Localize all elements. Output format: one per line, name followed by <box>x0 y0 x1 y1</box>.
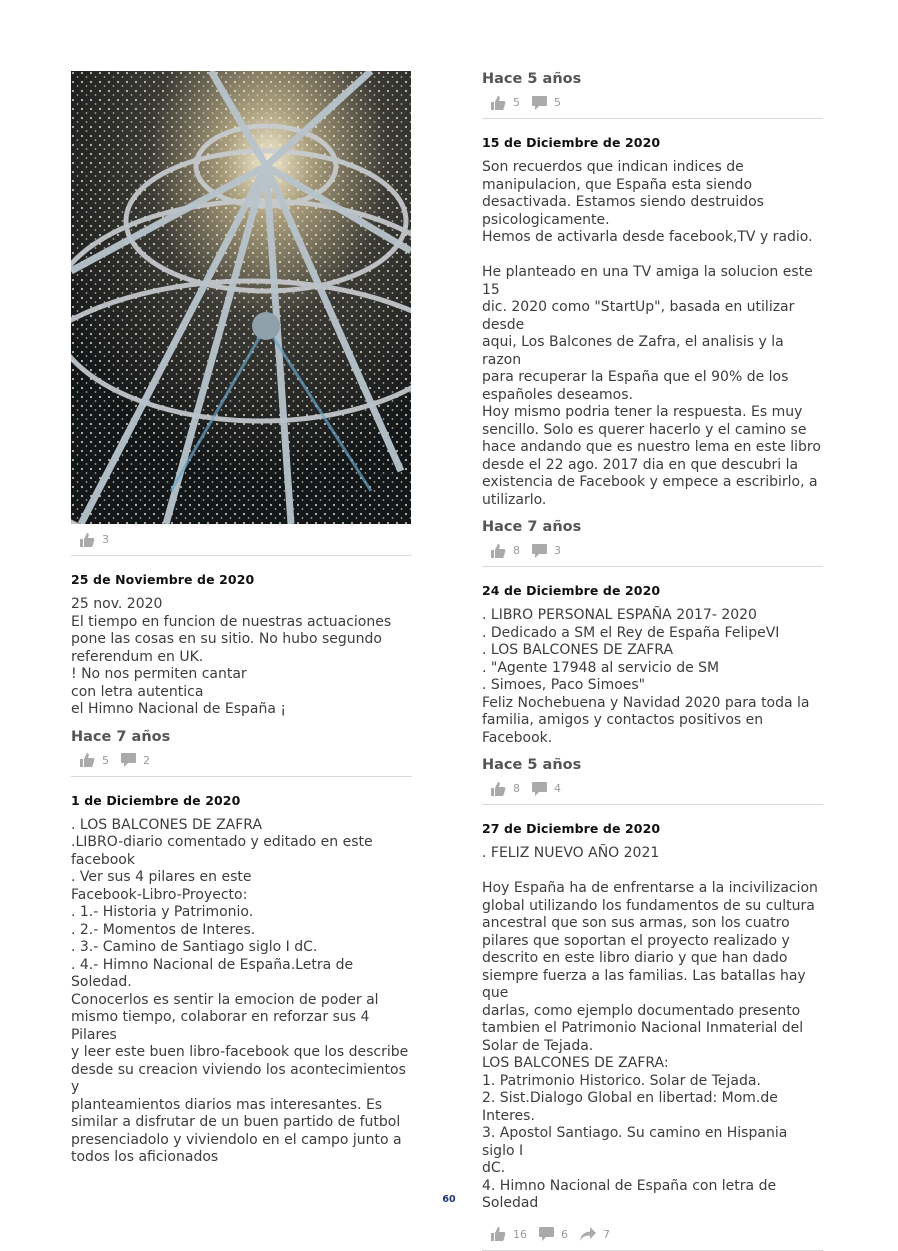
text-line: descrito en este libro diario y que han dado <box>482 950 788 966</box>
text-line: global utilizando los fundamentos de su cultura <box>482 897 815 914</box>
text-line: Hoy España ha de enfrentarse a la incivilizacion <box>482 880 818 896</box>
comment-action[interactable] <box>539 1227 568 1241</box>
like-count: 3 <box>102 533 109 546</box>
text-line: todos los aficionados <box>71 1149 219 1165</box>
text-line: facebook <box>71 851 135 868</box>
text-line: . "Agente 17948 al servicio de SM <box>482 659 720 676</box>
text-line: . FELIZ NUEVO AÑO 2021 <box>482 845 660 861</box>
comment-action[interactable] <box>532 782 561 796</box>
time-ago: Hace 5 años <box>482 757 582 773</box>
text-line: . 2.- Momentos de Interes. <box>71 921 256 938</box>
post-reactions <box>71 745 412 777</box>
text-line: Hemos de activarla desde facebook,TV y radio. <box>482 229 813 245</box>
post-date: 1 de Diciembre de 2020 <box>71 792 241 808</box>
text-line: ancestral que son sus armas, son los cuatro <box>482 915 790 931</box>
thumbs-up-icon <box>80 533 95 547</box>
comment-count: 2 <box>143 753 150 767</box>
post-date: 25 de Noviembre de 2020 <box>71 572 255 587</box>
left-column <box>71 71 412 1167</box>
text-line: El tiempo en funcion de nuestras actuaciones <box>71 613 392 630</box>
like-action[interactable] <box>491 1227 527 1241</box>
comment-icon <box>121 753 136 767</box>
like-action[interactable] <box>80 753 109 767</box>
comment-icon <box>532 782 547 796</box>
post-date: 24 de Diciembre de 2020 <box>482 583 661 598</box>
comment-action[interactable] <box>532 544 561 558</box>
text-line: tambien el Patrimonio Nacional Inmaterial del <box>482 1020 804 1036</box>
text-line: hace andando que es nuestro lema en este libro <box>482 439 821 455</box>
page-number: 60 <box>442 1194 456 1205</box>
text-line: . 4.- Himno Nacional de España.Letra de Soledad. <box>71 956 354 990</box>
share-action[interactable] <box>580 1227 610 1241</box>
thumbs-up-icon <box>491 782 506 796</box>
text-line: 4. Himno Nacional de España con letra de Soledad <box>482 1177 777 1211</box>
text-line: . 1.- Historia y Patrimonio. <box>71 904 254 920</box>
text-line: Conocerlos es sentir la emocion de poder al <box>71 991 379 1008</box>
like-action[interactable] <box>491 96 520 110</box>
post-text <box>482 159 823 509</box>
text-line: . LOS BALCONES DE ZAFRA <box>71 816 263 833</box>
text-line: 2. Sist.Dialogo Global en libertad: Mom.de Interes. <box>482 1090 778 1124</box>
post-reactions <box>482 1219 823 1251</box>
text-line: planteamientos diarios mas interesantes. Es <box>71 1096 383 1113</box>
text-line: y leer este buen libro-facebook que los describe <box>71 1044 409 1060</box>
like-count: 8 <box>513 782 520 795</box>
blank-line <box>482 863 823 881</box>
post-date: 27 de Diciembre de 2020 <box>482 821 661 836</box>
text-line: dic. 2020 como "StartUp", basada en utilizar desde <box>482 299 795 333</box>
share-icon <box>580 1227 596 1241</box>
text-line: He planteado en una TV amiga la solucion este 15 <box>482 264 813 298</box>
comment-icon <box>532 544 547 558</box>
post-text <box>482 607 823 747</box>
text-line: similar a disfrutar de un buen partido de futbol <box>71 1114 401 1130</box>
time-ago: Hace 7 años <box>71 728 171 745</box>
text-line: con letra autentica <box>71 683 204 700</box>
post-text <box>71 596 412 719</box>
text-line: ! No nos permiten cantar <box>71 666 247 682</box>
text-line: siempre fuerza a las familias. Las batallas hay que <box>482 967 806 1001</box>
text-line: pone las cosas en su sitio. No hubo segundo <box>71 631 382 647</box>
text-line: dC. <box>482 1160 506 1176</box>
comment-icon <box>532 96 547 110</box>
text-line: Feliz Nochebuena y Navidad 2020 para toda la <box>482 694 810 711</box>
text-line: . Simoes, Paco Simoes" <box>482 677 646 693</box>
comment-icon <box>539 1227 554 1241</box>
text-line: 1. Patrimonio Historico. Solar de Tejada. <box>482 1072 761 1089</box>
text-line: . LOS BALCONES DE ZAFRA <box>482 642 674 658</box>
text-line: pilares que soportan el proyecto realizado y <box>482 932 790 949</box>
text-line: referendum en UK. <box>71 648 204 665</box>
like-action[interactable] <box>491 544 520 558</box>
post-date: 15 de Diciembre de 2020 <box>482 135 661 150</box>
text-line: . LIBRO PERSONAL ESPAÑA 2017- 2020 <box>482 607 757 623</box>
comment-action[interactable] <box>121 753 150 767</box>
text-line: existencia de Facebook y empece a escribirlo, a <box>482 474 818 490</box>
text-line: 3. Apostol Santiago. Su camino en Hispania siglo I <box>482 1125 788 1159</box>
share-count: 7 <box>603 1227 610 1241</box>
text-line: . Ver sus 4 pilares en este <box>71 869 252 885</box>
post-reactions <box>482 87 823 119</box>
text-line: LOS BALCONES DE ZAFRA: <box>482 1055 669 1071</box>
like-count: 8 <box>513 544 520 557</box>
text-line: 25 nov. 2020 <box>71 596 163 612</box>
time-ago: Hace 5 años <box>482 71 582 87</box>
thumbs-up-icon <box>491 1227 506 1241</box>
like-count: 16 <box>513 1227 527 1241</box>
post-reactions <box>482 535 823 567</box>
text-line: Solar de Tejada. <box>482 1037 594 1054</box>
like-count: 5 <box>102 753 109 767</box>
text-line: . Dedicado a SM el Rey de España FelipeVI <box>482 624 780 641</box>
comment-count: 5 <box>554 96 561 109</box>
photo-reactions <box>71 524 412 556</box>
comment-count: 6 <box>561 1227 568 1241</box>
text-line: Hoy mismo podria tener la respuesta. Es muy <box>482 404 803 420</box>
comment-action[interactable] <box>532 96 561 110</box>
like-count: 5 <box>513 96 520 109</box>
text-line: el Himno Nacional de España ¡ <box>71 701 286 717</box>
text-line: . 3.- Camino de Santiago siglo I dC. <box>71 939 318 955</box>
post-text <box>71 817 412 1167</box>
blank-line <box>482 247 823 265</box>
comment-count: 3 <box>554 544 561 557</box>
text-line: desde su creacion viviendo los acontecimientos y <box>71 1061 406 1095</box>
text-line: darlas, como ejemplo documentado presento <box>482 1002 801 1019</box>
text-line: Son recuerdos que indican indices de <box>482 159 744 175</box>
text-line: Facebook-Libro-Proyecto: <box>71 886 248 903</box>
comment-count: 4 <box>554 782 561 795</box>
thumbs-up-icon <box>491 96 506 110</box>
text-line: familia, amigos y contactos positivos en Facebook. <box>482 712 764 746</box>
like-action[interactable] <box>491 782 520 796</box>
post-reactions <box>482 773 823 805</box>
text-line: .LIBRO-diario comentado y editado en este <box>71 834 373 850</box>
text-line: para recuperar la España que el 90% de los <box>482 369 789 385</box>
post-photo[interactable] <box>71 71 411 524</box>
text-line: manipulacion, que España esta siendo <box>482 176 753 193</box>
thumbs-up-icon <box>80 753 95 767</box>
like-action[interactable] <box>80 533 109 547</box>
text-line: presenciadolo y viviendolo en el campo junto a <box>71 1131 402 1148</box>
text-line: psicologicamente. <box>482 211 610 228</box>
right-column <box>482 71 823 1251</box>
text-line: desactivada. Estamos siendo destruidos <box>482 194 764 210</box>
post-text <box>482 845 823 1213</box>
time-ago: Hace 7 años <box>482 519 582 535</box>
text-line: aqui, Los Balcones de Zafra, el analisis y la razon <box>482 334 784 368</box>
text-line: sencillo. Solo es querer hacerlo y el camino se <box>482 421 807 438</box>
text-line: mismo tiempo, colaborar en reforzar sus 4 Pilares <box>71 1009 370 1043</box>
christmas-light-tree-image <box>71 71 411 524</box>
text-line: españoles deseamos. <box>482 386 633 403</box>
text-line: utilizarlo. <box>482 491 547 508</box>
thumbs-up-icon <box>491 544 506 558</box>
text-line: desde el 22 ago. 2017 dia en que descubri la <box>482 456 799 473</box>
